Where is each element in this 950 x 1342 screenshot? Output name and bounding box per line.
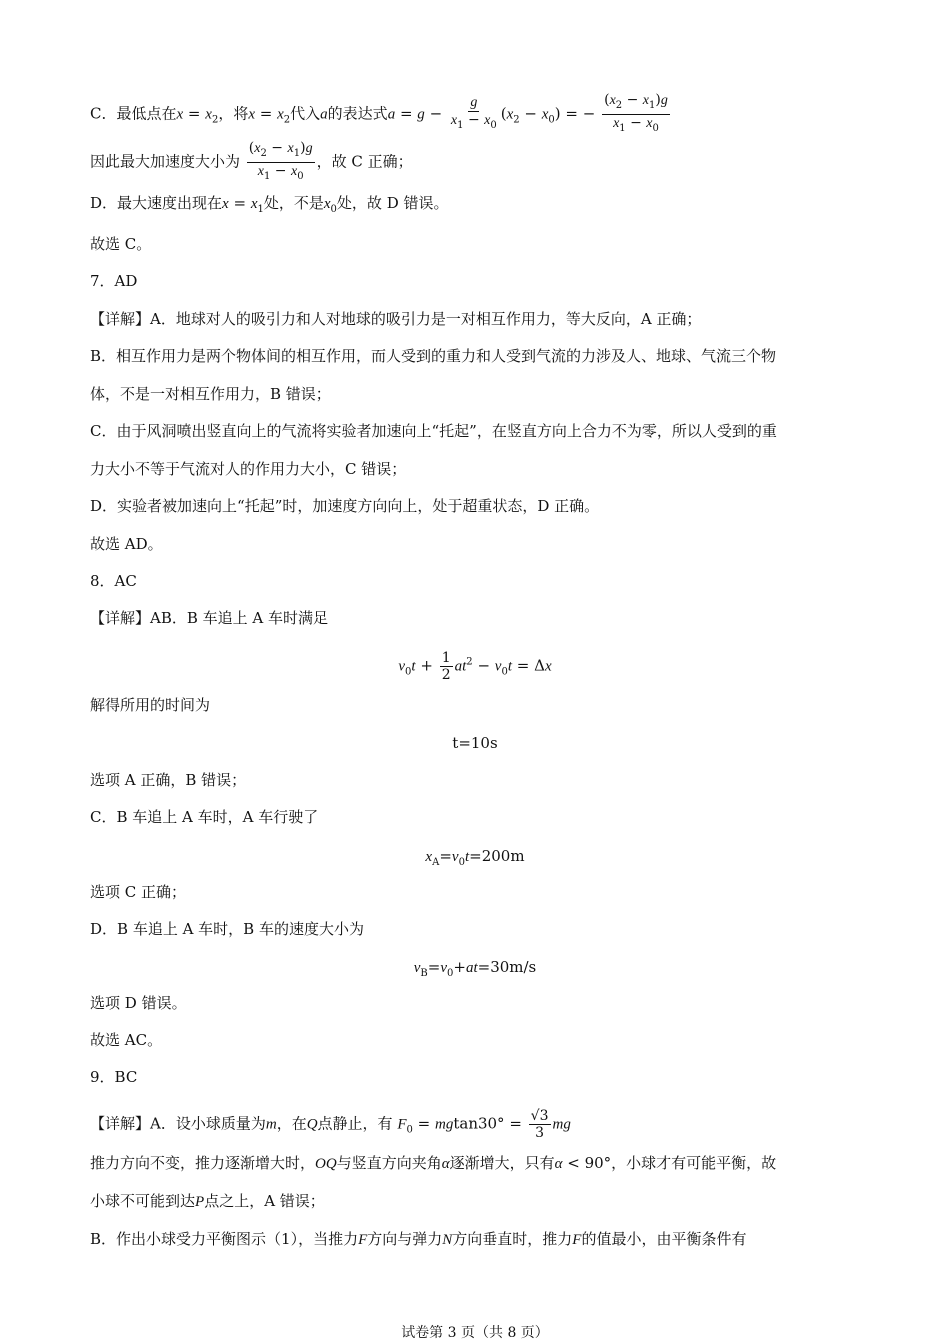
answer-6: 故选 C。 (90, 235, 152, 253)
text: 方向与弹力 (367, 1230, 443, 1248)
question-8-heading: 8．AC (90, 572, 137, 590)
text: ，在 (276, 1114, 307, 1133)
max-accel-line (90, 140, 413, 185)
text: 点之上，A 错误； (204, 1192, 325, 1210)
formula-fraction: $\frac{(x_2 - x_1)g}{x_1 - x_0}$ (604, 92, 668, 134)
q8-d: D．B 车追上 A 车时，B 车的速度大小为 (90, 920, 364, 938)
q7-c1: C．由于风洞喷出竖直向上的气流将实验者加速向上“托起”，在竖直方向上合力不为零，所以人受到的重 (90, 422, 777, 440)
q8-c: C．B 车追上 A 车时，A 车行驶了 (90, 808, 319, 826)
page-footer: 试卷第 3 页（共 8 页） (401, 1325, 549, 1341)
text: C．最低点在 (90, 104, 177, 123)
answer-7: 故选 AD。 (90, 535, 163, 553)
q8-d-result: 选项 D 错误。 (90, 994, 187, 1012)
formula-fraction: $\frac{√3}{3}$ (530, 1108, 549, 1141)
text: ，故 C 正确； (316, 152, 413, 171)
text: 点静止，有 (317, 1114, 393, 1133)
text: 代入 (290, 104, 321, 123)
equation-xa: $x_A=v_0t=200m$ (425, 847, 525, 868)
question-9-heading: 9．BC (90, 1068, 138, 1086)
text: 的值最小，由平衡条件有 (581, 1230, 747, 1248)
text: 处，故 D 错误。 (336, 194, 449, 212)
text: 推力方向不变，推力逐渐增大时， (90, 1154, 316, 1172)
option-d-line: D．最大速度出现在$x = x_1$处，不是$x_0$处，故 D 错误。 (90, 194, 449, 215)
text: 方向垂直时，推力 (452, 1230, 573, 1248)
text: ，将 (218, 104, 249, 123)
text: ，小球才有可能平衡，故 (611, 1154, 777, 1172)
q9-a3: 小球不可能到达P点之上，A 错误； (90, 1192, 325, 1210)
equation-vb: $v_B=v_0+at=30m/s$ (413, 958, 537, 979)
text: 处，不是 (263, 194, 324, 212)
text: 逐渐增大，只有 (449, 1154, 555, 1172)
q8-ab: 【详解】AB．B 车追上 A 车时满足 (90, 609, 329, 627)
text: 与竖直方向夹角 (336, 1154, 442, 1172)
equation-displacement: $v_0t$ + $\frac{1}{2}$ $at^2 - v_0t = \Delta x$ (398, 650, 552, 683)
q9-a1: 【详解】A．设小球质量为m，在Q点静止，有 $F_0 = mgtan30^\circ$ = $\frac{√3}{3}$ mg (90, 1108, 571, 1141)
q7-d: D．实验者被加速向上“托起”时，加速度方向向上，处于超重状态，D 正确。 (90, 497, 600, 515)
q7-b2: 体，不是一对相互作用力，B 错误； (90, 385, 331, 403)
equation-time: t=10s (452, 734, 498, 752)
formula-fraction: $\frac{1}{2}$ (441, 650, 451, 683)
q8-ab-result: 选项 A 正确，B 错误； (90, 771, 247, 789)
q8-solve: 解得所用的时间为 (90, 696, 211, 714)
text: 【详解】A．设小球质量为 (90, 1114, 266, 1133)
q7-b1: B．相互作用力是两个物体间的相互作用，而人受到的重力和人受到气流的力涉及人、地球、气流三个物 (90, 347, 777, 365)
text: D．最大速度出现在 (90, 194, 223, 212)
question-7-heading: 7．AD (90, 272, 138, 290)
text: 因此最大加速度大小为 (90, 152, 241, 171)
q7-c2: 力大小不等于气流对人的作用力大小，C 错误； (90, 460, 407, 478)
q9-b1: B．作出小球受力平衡图示（1），当推力F方向与弹力N方向垂直时，推力F的值最小，由平衡条件有 (90, 1230, 747, 1248)
text: 小球不可能到达 (90, 1192, 196, 1210)
q8-c-result: 选项 C 正确； (90, 883, 187, 901)
text: 的表达式 (327, 104, 388, 123)
text: =200m (469, 847, 525, 865)
formula-fraction: $\frac{g}{x_1 - x_0}$ (450, 94, 497, 131)
formula-fraction: $\frac{(x_2 - x_1)g}{x_1 - x_0}$ (248, 140, 313, 182)
q9-a2: 推力方向不变，推力逐渐增大时，OQ与竖直方向夹角α逐渐增大，只有α < 90°，小球才有可能平衡，故 (90, 1154, 777, 1172)
text: =30m/s (477, 958, 537, 976)
text: B．作出小球受力平衡图示（1），当推力 (90, 1230, 359, 1248)
option-c-line: C．最低点在$x = x_2$，将$x = x_2$代入a的表达式a = g − $\frac{g}{x_1 - x_0}$ $(x_2 - x_0)$ = − $\frac{(x_2 - x_1)g}{x_1 - x_0}$ (90, 92, 672, 137)
answer-8: 故选 AC。 (90, 1031, 163, 1049)
q7-a: 【详解】A．地球对人的吸引力和人对地球的吸引力是一对相互作用力，等大反向，A 正确； (90, 310, 702, 328)
